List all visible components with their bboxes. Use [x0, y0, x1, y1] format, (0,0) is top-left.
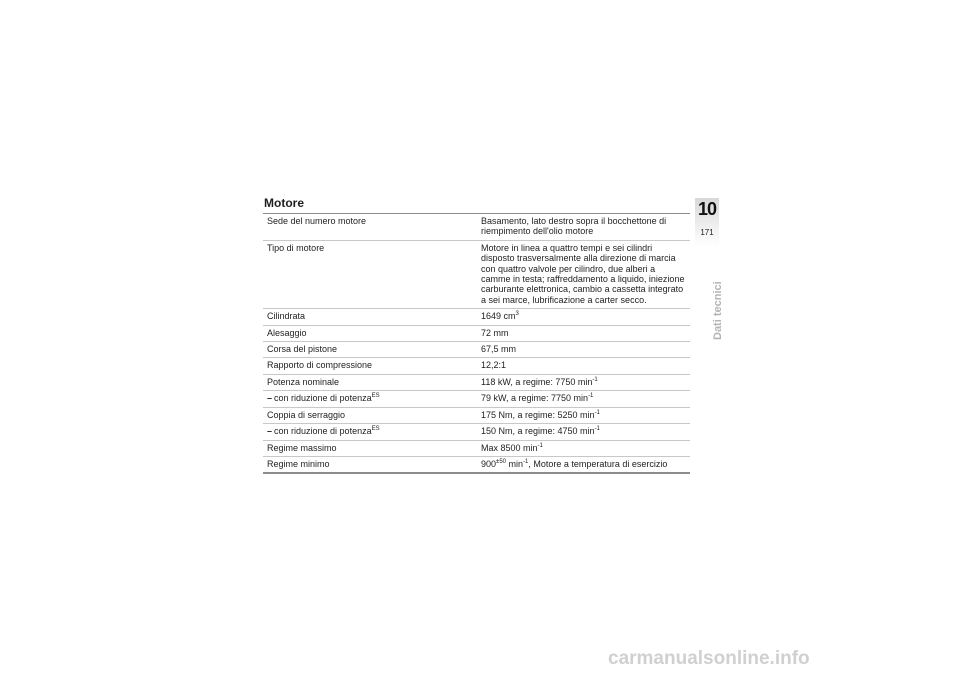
spec-value-text: 118 kW, a regime: 7750 min — [481, 376, 593, 387]
spec-label: Corsa del pistone — [267, 344, 338, 355]
section-title: Motore — [264, 196, 304, 210]
spec-label — [263, 391, 478, 406]
spec-label: Regime massimo — [267, 442, 337, 453]
spec-label-text: con riduzione di potenza — [274, 393, 372, 404]
spec-value-text: Max 8500 min — [481, 442, 538, 453]
table-row — [263, 241, 690, 309]
table-row — [263, 408, 690, 424]
spec-label-superscript: ES — [371, 426, 380, 433]
spec-value — [478, 391, 690, 406]
spec-value-superscript: -1 — [537, 442, 543, 449]
chapter-side-title: Dati tecnici — [712, 281, 724, 340]
spec-label: Rapporto di compressione — [267, 360, 373, 371]
spec-value-unit: min — [506, 458, 524, 469]
spec-value-note: , Motore a temperatura di esercizio — [528, 458, 668, 469]
spec-label: Sede del numero motore — [267, 216, 367, 226]
chapter-number: 10 — [697, 199, 717, 219]
spec-label: Potenza nominale — [267, 376, 340, 387]
spec-label-text: con riduzione di potenza — [274, 426, 372, 437]
spec-label: Regime minimo — [267, 458, 330, 469]
spec-value-superscript: 3 — [515, 311, 519, 318]
table-row — [263, 457, 690, 472]
spec-value: Basamento, lato destro sopra il bocchettone di riempimento dell'olio motore — [481, 216, 667, 237]
spec-label — [263, 424, 478, 439]
spec-value-superscript: -1 — [594, 426, 600, 433]
page-number: 171 — [700, 228, 714, 237]
spec-label: Tipo di motore — [267, 242, 325, 253]
spec-value-text: 79 kW, a regime: 7750 min — [481, 393, 589, 404]
sub-item-dash: – — [267, 426, 273, 437]
spec-value-text: 150 Nm, a regime: 4750 min — [481, 426, 595, 437]
engine-spec-table — [263, 213, 690, 474]
spec-value-superscript: ±50 — [496, 458, 506, 465]
table-row — [263, 309, 690, 325]
spec-value: 12,2:1 — [481, 360, 507, 371]
chapter-tab — [695, 198, 719, 246]
table-row — [263, 342, 690, 358]
spec-value-superscript: -1 — [594, 409, 600, 416]
spec-value-unit-superscript: -1 — [523, 458, 529, 465]
spec-label: Alesaggio — [267, 327, 307, 338]
spec-value: 72 mm — [481, 327, 509, 338]
table-row — [263, 391, 690, 407]
sub-item-dash: – — [267, 393, 273, 404]
spec-value — [478, 309, 690, 324]
spec-value — [478, 441, 690, 456]
table-row — [263, 326, 690, 342]
spec-value — [478, 375, 690, 390]
table-row — [263, 358, 690, 374]
spec-value-superscript: -1 — [588, 393, 594, 400]
spec-value — [478, 408, 690, 423]
table-row — [263, 424, 690, 440]
spec-value-text: 1649 cm — [481, 311, 516, 322]
spec-value — [478, 457, 690, 472]
watermark: carmanualsonline.info — [608, 648, 810, 669]
table-row — [263, 214, 690, 241]
spec-value: 67,5 mm — [481, 344, 517, 355]
spec-value-text: 900 — [481, 458, 497, 469]
spec-label: Cilindrata — [267, 311, 306, 322]
spec-value: Motore in linea a quattro tempi e sei cilindri disposto trasversalmente alla direzione di marcia con quattro valvole per cilindro, due alberi a camme in testa; raffreddamento a liquido, iniezione carburante elettronica, cambio a cassetta integrato a sei marce, lubrificazione a carter secco. — [481, 242, 685, 305]
table-row — [263, 375, 690, 391]
table-row — [263, 441, 690, 457]
spec-value — [478, 424, 690, 439]
spec-value-superscript: -1 — [592, 376, 598, 383]
spec-label: Coppia di serraggio — [267, 409, 346, 420]
spec-label-superscript: ES — [371, 393, 380, 400]
spec-value-text: 175 Nm, a regime: 5250 min — [481, 409, 595, 420]
